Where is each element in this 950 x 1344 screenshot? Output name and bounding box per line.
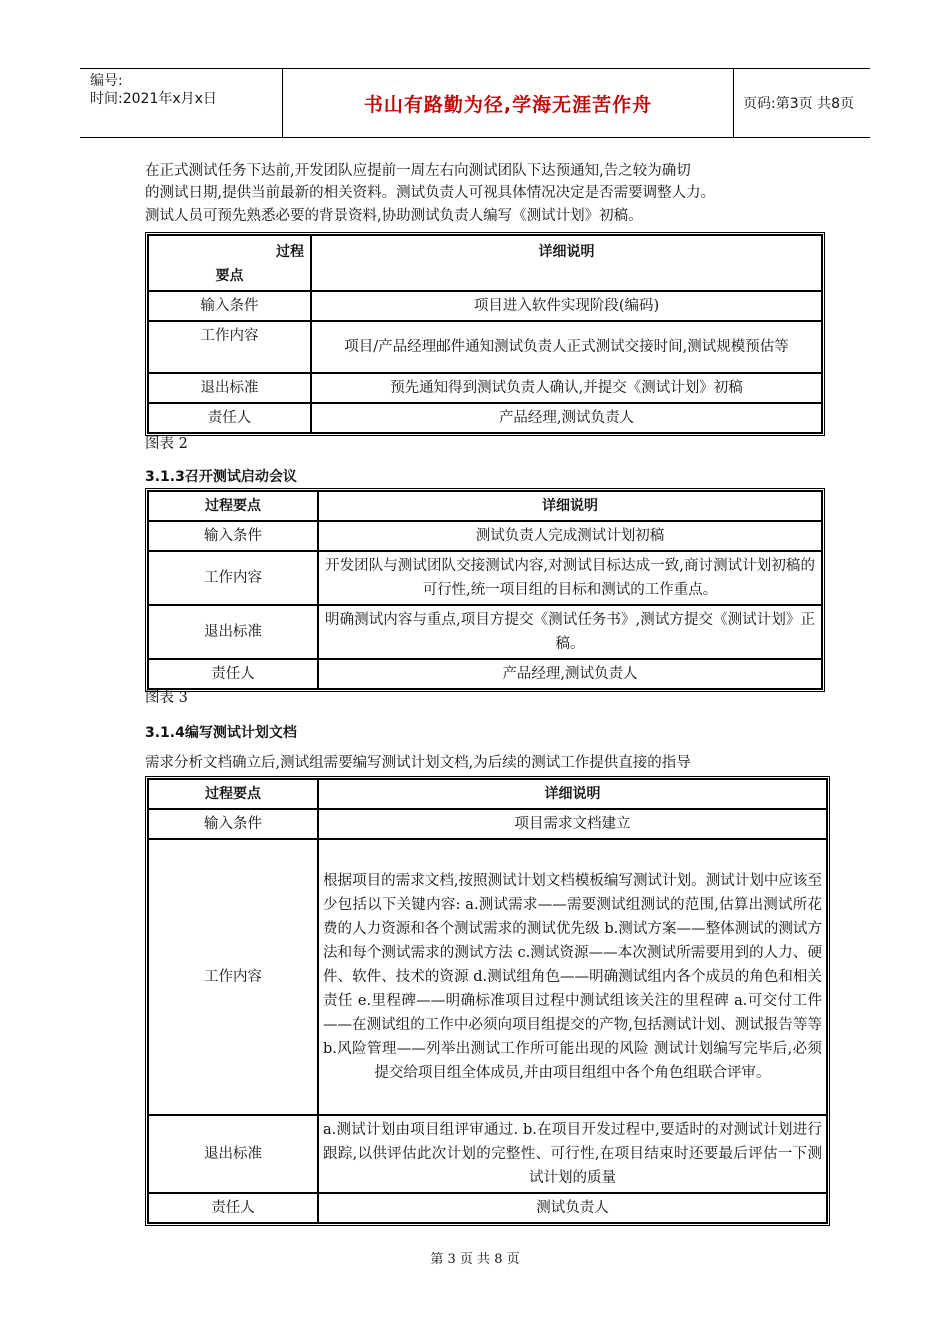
table2-row-key: 退出标准 — [148, 605, 318, 659]
table1-row-value: 产品经理,测试负责人 — [311, 403, 822, 433]
doc-time-label: 时间:2021年x月x日 — [90, 91, 217, 107]
table3-row-key: 输入条件 — [148, 809, 318, 839]
table2-head-detail: 详细说明 — [318, 491, 822, 521]
doc-code-label: 编号: — [90, 73, 123, 89]
header-page-number: 页码:第3页 共8页 — [743, 96, 854, 112]
process-table-1 — [145, 232, 825, 436]
table3-row-key: 退出标准 — [148, 1115, 318, 1193]
table3-row-value: a.测试计划由项目组评审通过. b.在项目开发过程中,要适时的对测试计划进行跟踪,以供评估此次计划的完整性、可行性,在项目结束时还要最后评估一下测试计划的质量 — [318, 1115, 827, 1193]
table2-head-key: 过程要点 — [148, 491, 318, 521]
table3-row-value: 项目需求文档建立 — [318, 809, 827, 839]
page-header — [80, 68, 870, 138]
page-footer: 第 3 页 共 8 页 — [430, 1252, 520, 1267]
table1-head-detail: 详细说明 — [311, 235, 822, 291]
table1-row-key: 退出标准 — [148, 373, 311, 403]
table3-head-key: 过程要点 — [148, 779, 318, 809]
figure-caption-2: 图表 2 — [145, 436, 188, 452]
table3-head-detail: 详细说明 — [318, 779, 827, 809]
table1-row-value: 项目进入软件实现阶段(编码) — [311, 291, 822, 321]
section-heading-3-1-4: 3.1.4编写测试计划文档 — [145, 725, 297, 741]
table2-row-key: 责任人 — [148, 659, 318, 689]
process-table-3 — [145, 776, 830, 1226]
section-heading-3-1-3: 3.1.3召开测试启动会议 — [145, 469, 297, 485]
table3-row-key: 工作内容 — [148, 839, 318, 1115]
table1-row-key: 责任人 — [148, 403, 311, 433]
header-motto: 书山有路勤为径,学海无涯苦作舟 — [283, 69, 734, 137]
process-table-2 — [145, 488, 825, 692]
header-meta — [80, 69, 283, 137]
table3-row-value: 测试负责人 — [318, 1193, 827, 1223]
table3-row-value: 根据项目的需求文档,按照测试计划文档模板编写测试计划。测试计划中应该至少包括以下关键内容: a.测试需求——需要测试组测试的范围,估算出测试所花费的人力资源和各个测试需求的测试优先级 b.测试方案——整体测试的测试方法和每个测试需求的测试方法 c.测试资源——本次测试所需要用到的人力、硬件、软件、技术的资源 d.测试组角色——明确测试组内各个成员的角色和相关责任 e.里程碑——明确标准项目过程中测试组该关注的里程碑 a.可交付工件——在测试组的工作中必须向项目组提交的产物,包括测试计划、测试报告等等 b.风险管理——列举出测试工作所可能出现的风险 测试计划编写完毕后,必须提交给项目组全体成员,并由项目组组中各个角色组联合评审。 — [318, 839, 827, 1115]
section-3-1-4-intro: 需求分析文档确立后,测试组需要编写测试计划文档,为后续的测试工作提供直接的指导 — [145, 755, 691, 771]
table2-row-value: 产品经理,测试负责人 — [318, 659, 822, 689]
table1-row-key: 输入条件 — [148, 291, 311, 321]
table1-row-value: 预先通知得到测试负责人确认,并提交《测试计划》初稿 — [311, 373, 822, 403]
table2-row-key: 工作内容 — [148, 551, 318, 605]
intro-line-3: 测试人员可预先熟悉必要的背景资料,协助测试负责人编写《测试计划》初稿。 — [145, 208, 643, 224]
figure-caption-3: 图表 3 — [145, 690, 188, 706]
table2-row-key: 输入条件 — [148, 521, 318, 551]
table1-head-key: 过程 要点 — [148, 235, 311, 291]
table2-row-value: 开发团队与测试团队交接测试内容,对测试目标达成一致,商讨测试计划初稿的可行性,统一项目组的目标和测试的工作重点。 — [318, 551, 822, 605]
table2-row-value: 明确测试内容与重点,项目方提交《测试任务书》,测试方提交《测试计划》正稿。 — [318, 605, 822, 659]
table2-row-value: 测试负责人完成测试计划初稿 — [318, 521, 822, 551]
table3-row-key: 责任人 — [148, 1193, 318, 1223]
intro-line-2: 的测试日期,提供当前最新的相关资料。测试负责人可视具体情况决定是否需要调整人力。 — [145, 185, 716, 201]
intro-line-1: 在正式测试任务下达前,开发团队应提前一周左右向测试团队下达预通知,告之较为确切 — [145, 163, 691, 179]
table1-row-key: 工作内容 — [148, 321, 311, 373]
table1-row-value: 项目/产品经理邮件通知测试负责人正式测试交接时间,测试规模预估等 — [311, 321, 822, 373]
